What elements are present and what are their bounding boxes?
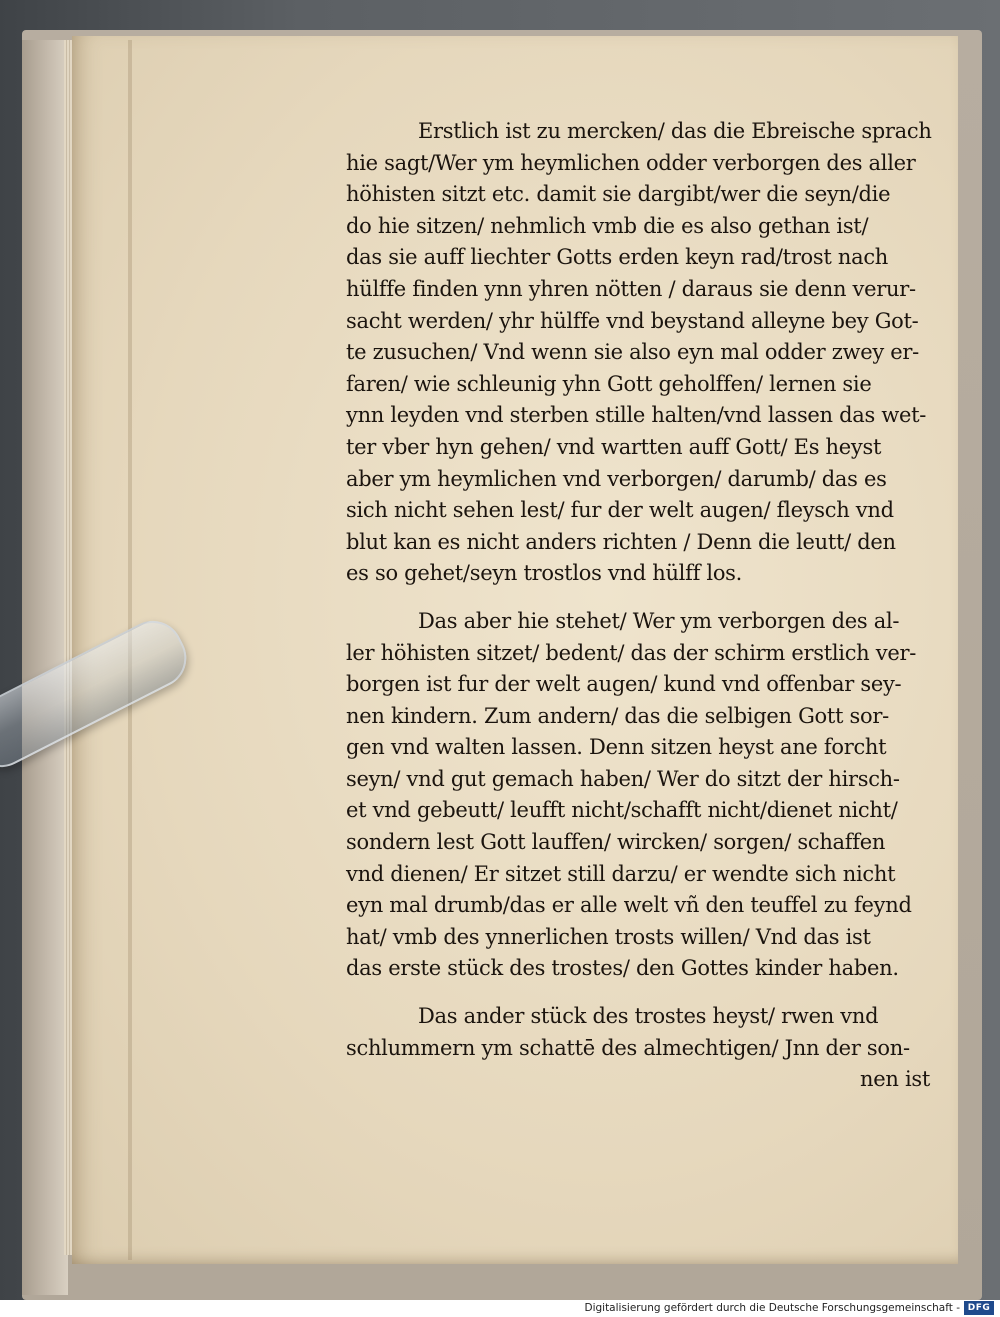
text-line: faren/ wie schleunig yhn Gott geholffen/ lernen sie <box>346 371 872 396</box>
text-line: aber ym heymlichen vnd verborgen/ darumb/ das es <box>346 466 887 491</box>
text-line: Das aber hie stehet/ Wer ym verborgen des al- <box>418 608 900 633</box>
text-line: Erstlich ist zu mercken/ das die Ebreische sprach <box>418 119 932 143</box>
text-line: sacht werden/ yhr hülffe vnd beystand alleyne bey Got- <box>346 308 919 333</box>
text-line: do hie sitzen/ nehmlich vmb die es also gethan ist/ <box>346 213 869 238</box>
text-line: ler höhisten sitzet/ bedent/ das der schirm erstlich ver- <box>346 640 916 665</box>
catchword: nen ist <box>860 1067 930 1092</box>
footer-credit: Digitalisierung gefördert durch die Deutsche Forschungsgemeinschaft - <box>584 1302 960 1314</box>
text-line: te zusuchen/ Vnd wenn sie also eyn mal odder zwey er- <box>346 340 919 365</box>
paragraph-gap <box>346 590 936 606</box>
text-line: das sie auff liechter Gotts erden keyn rad/trost nach <box>346 245 889 270</box>
text-line: ynn leyden vnd sterben stille halten/vnd lassen das wet- <box>346 403 927 428</box>
text-line: hie sagt/Wer ym heymlichen odder verborgen des aller <box>346 150 916 175</box>
paragraph-1 <box>346 116 936 590</box>
text-line: et vnd gebeutt/ leufft nicht/schafft nicht/dienet nicht/ <box>346 798 898 823</box>
text-line: eyn mal drumb/das er alle welt vñ den teuffel zu feynd <box>346 893 912 918</box>
dfg-logo-icon: DFG <box>964 1301 994 1315</box>
text-line: sich nicht sehen lest/ fur der welt augen/ fleysch vnd <box>346 498 894 523</box>
footer-bar <box>0 1300 1000 1317</box>
text-line: nen kindern. Zum andern/ das die selbigen Gott sor- <box>346 703 889 728</box>
page-text <box>346 116 936 1096</box>
text-line: vnd dienen/ Er sitzet still darzu/ er wendte sich nicht <box>346 861 896 886</box>
text-line: das erste stück des trostes/ den Gottes kinder haben. <box>346 956 899 981</box>
text-line: es so gehet/seyn trostlos vnd hülff los. <box>346 561 743 586</box>
paragraph-gap <box>346 985 936 1001</box>
text-line: hülffe finden ynn yhren nötten / daraus sie denn verur- <box>346 276 916 301</box>
text-line: blut kan es nicht anders richten / Denn die leutt/ den <box>346 529 896 554</box>
paragraph-3 <box>346 1001 936 1064</box>
text-line: schlummern ym schattē des almechtigen/ Jnn der son- <box>346 1035 910 1060</box>
paragraph-2 <box>346 606 936 985</box>
text-line: höhisten sitzt etc. damit sie dargibt/wer die seyn/die <box>346 182 891 207</box>
text-line: borgen ist fur der welt augen/ kund vnd offenbar sey- <box>346 672 902 697</box>
text-line: Das ander stück des trostes heyst/ rwen vnd <box>418 1004 879 1029</box>
text-line: gen vnd walten lassen. Denn sitzen heyst ane forcht <box>346 735 887 760</box>
text-line: hat/ vmb des ynnerlichen trosts willen/ Vnd das ist <box>346 924 871 949</box>
text-line: seyn/ vnd gut gemach haben/ Wer do sitzt der hirsch- <box>346 766 900 791</box>
text-line: ter vber hyn gehen/ vnd wartten auff Gott/ Es heyst <box>346 434 882 459</box>
text-line: sondern lest Gott lauffen/ wircken/ sorgen/ schaffen <box>346 830 886 855</box>
